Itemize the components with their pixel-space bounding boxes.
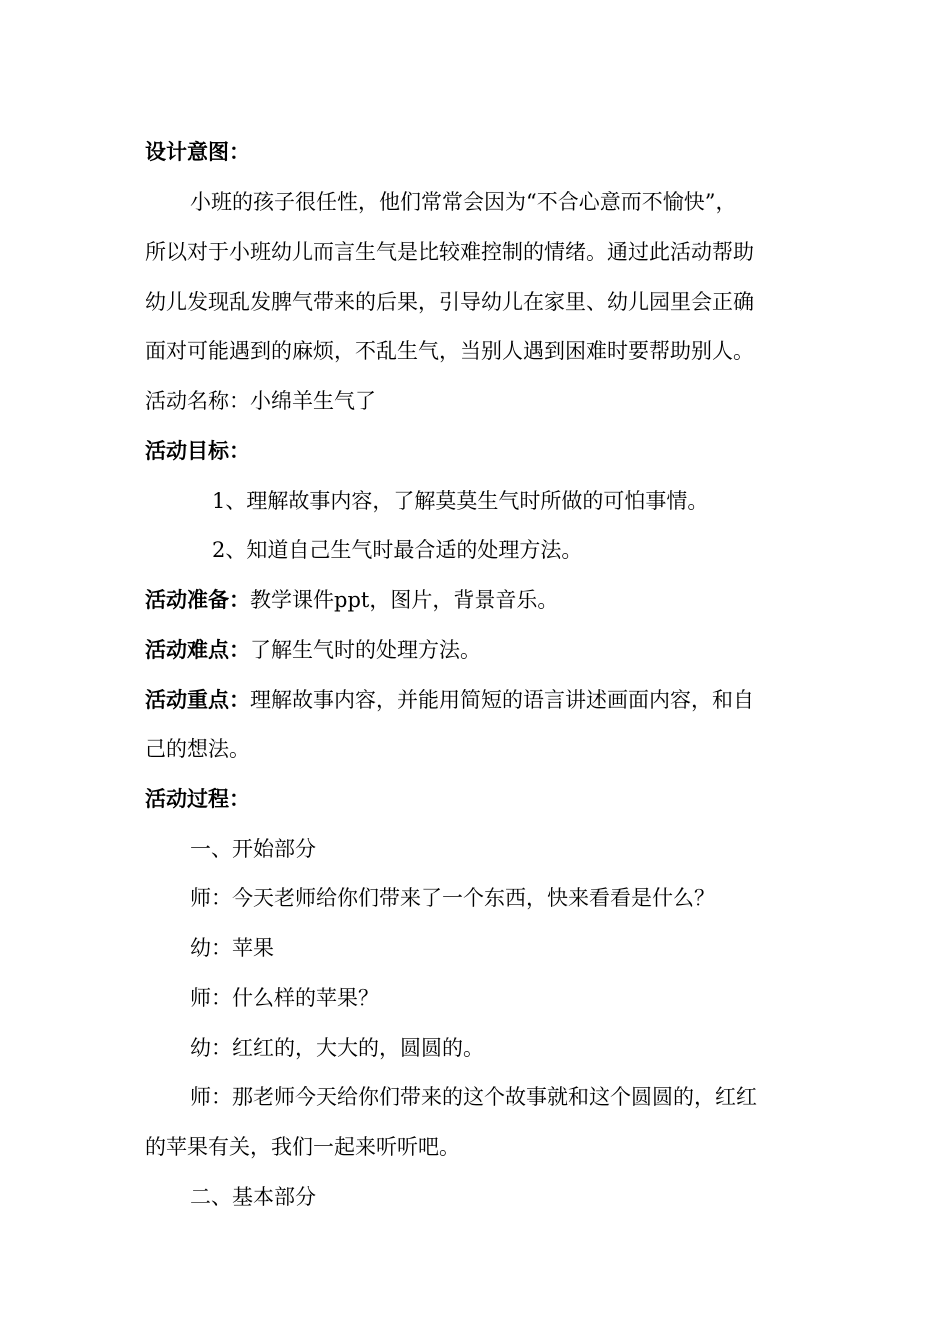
process-continuation: 的苹果有关，我们一起来听听吧。 xyxy=(145,1135,460,1159)
process-line: 幼：苹果 xyxy=(190,936,274,960)
design-paragraph-line: 小班的孩子很任性，他们常常会因为“不合心意而不愉快”， xyxy=(190,190,737,214)
prep-line xyxy=(145,586,815,614)
process-line: 师：今天老师给你们带来了一个东西，快来看看是什么？ xyxy=(190,886,715,910)
focus-text-continuation: 己的想法。 xyxy=(145,737,250,761)
focus-label: 活动重点： xyxy=(145,687,250,712)
design-paragraph-line: 面对可能遇到的麻烦，不乱生气，当别人遇到困难时要帮助别人。 xyxy=(145,339,754,363)
prep-label: 活动准备： xyxy=(145,587,250,612)
design-paragraph-line: 幼儿发现乱发脾气带来的后果，引导幼儿在家里、幼儿园里会正确 xyxy=(145,290,754,314)
goal-item: 2、知道自己生气时最合适的处理方法。 xyxy=(212,538,583,562)
focus-line xyxy=(145,686,815,714)
goal-item: 1、理解故事内容，了解莫莫生气时所做的可怕事情。 xyxy=(212,489,709,513)
difficulty-line xyxy=(145,636,815,664)
goals-heading: 活动目标： xyxy=(145,438,250,463)
process-line: 幼：红红的，大大的，圆圆的。 xyxy=(190,1036,484,1060)
section-two-heading: 二、基本部分 xyxy=(190,1185,316,1209)
focus-text: 理解故事内容，并能用简短的语言讲述画面内容，和自 xyxy=(250,688,754,712)
process-line: 一、开始部分 xyxy=(190,837,316,861)
process-heading: 活动过程： xyxy=(145,786,250,811)
process-line: 师：那老师今天给你们带来的这个故事就和这个圆圆的，红红 xyxy=(190,1085,757,1109)
activity-name: 活动名称：小绵羊生气了 xyxy=(145,389,376,413)
prep-text: 教学课件ppt，图片，背景音乐。 xyxy=(250,588,559,612)
design-heading: 设计意图： xyxy=(145,139,250,164)
process-line: 师：什么样的苹果？ xyxy=(190,986,379,1010)
difficulty-label: 活动难点： xyxy=(145,637,250,662)
difficulty-text: 了解生气时的处理方法。 xyxy=(250,638,481,662)
design-paragraph-line: 所以对于小班幼儿而言生气是比较难控制的情绪。通过此活动帮助 xyxy=(145,240,754,264)
